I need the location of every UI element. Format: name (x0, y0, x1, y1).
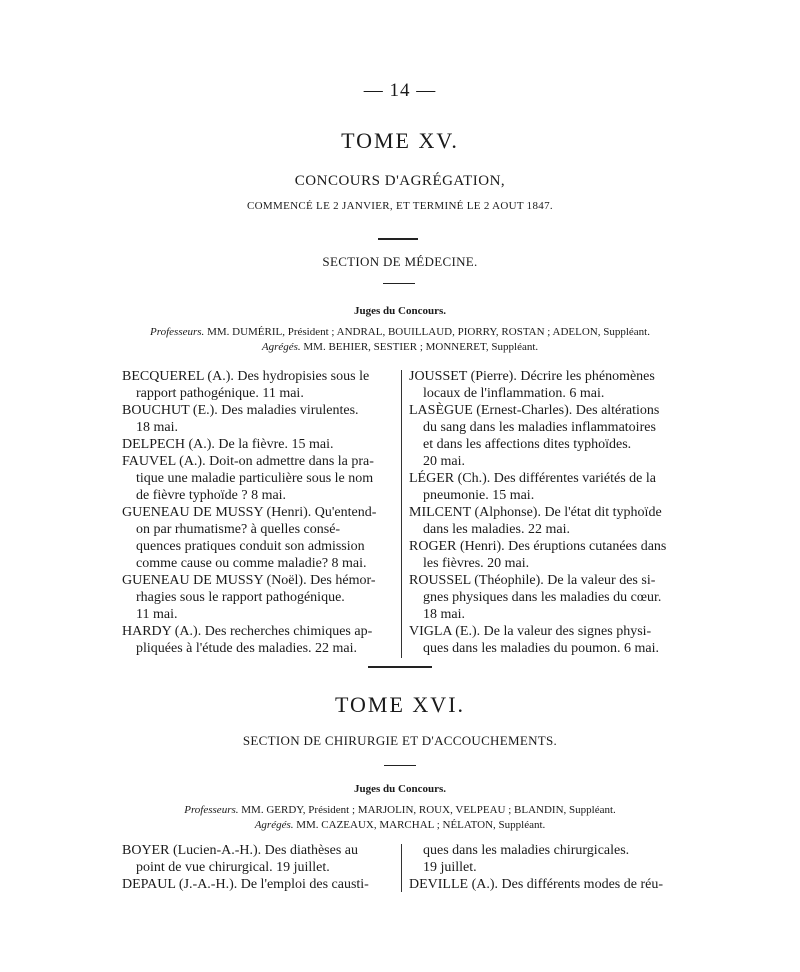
list-line: on par rhumatisme? à quelles consé- (136, 522, 341, 537)
concours-dates: COMMENCÉ LE 2 JANVIER, ET TERMINÉ LE 2 AOUT 1847. (247, 200, 553, 212)
section-divider (368, 666, 432, 668)
agreges-names: MM. CAZEAUX, MARCHAL ; NÉLATON, Suppléant. (296, 819, 546, 831)
chirurgie-left-column (122, 842, 369, 893)
list-line: MILCENT (Alphonse). De l'état dit typhoïde (409, 505, 662, 520)
professeurs-line-2 (0, 804, 800, 816)
list-line: ROUSSEL (Théophile). De la valeur des si- (409, 573, 656, 588)
list-line: GUENEAU DE MUSSY (Noël). Des hémor- (122, 573, 376, 588)
professeurs-label: Professeurs. (150, 326, 205, 338)
list-line: 19 juillet. (423, 860, 477, 875)
list-line: LASÈGUE (Ernest-Charles). Des altérations (409, 403, 660, 418)
list-line: locaux de l'inflammation. 6 mai. (423, 386, 605, 401)
list-line: pliquées à l'étude des maladies. 22 mai. (136, 641, 358, 656)
list-line: BECQUEREL (A.). Des hydropisies sous le (122, 369, 370, 384)
list-line: les fièvres. 20 mai. (423, 556, 530, 571)
agreges-label: Agrégés. (261, 341, 301, 353)
agreges-names: MM. BEHIER, SESTIER ; MONNERET, Suppléant. (303, 341, 539, 353)
divider (384, 765, 416, 766)
list-line: 11 mai. (136, 607, 178, 622)
list-line: ques dans les maladies du poumon. 6 mai. (423, 641, 660, 656)
list-line: 18 mai. (423, 607, 465, 622)
list-line: dans les maladies. 22 mai. (423, 522, 570, 537)
list-line: HARDY (A.). Des recherches chimiques ap- (122, 624, 373, 639)
divider (383, 283, 415, 284)
chirurgie-right-column (409, 842, 663, 893)
list-line: JOUSSET (Pierre). Décrire les phénomènes (409, 369, 655, 384)
list-line: tique une maladie particulière sous le nom (136, 471, 374, 486)
list-line: VIGLA (E.). De la valeur des signes physi- (409, 624, 652, 639)
list-line: quences pratiques conduit son admission (136, 539, 365, 554)
juges-heading-2: Juges du Concours. (354, 783, 446, 795)
tome-16-title: TOME XVI. (334, 692, 466, 717)
professeurs-names: MM. DUMÉRIL, Président ; ANDRAL, BOUILLAUD, PIORRY, ROSTAN ; ADELON, Suppléant. (207, 326, 650, 338)
list-line: ROGER (Henri). Des éruptions cutanées dans (409, 539, 667, 554)
professeurs-line (0, 326, 800, 338)
column-separator (401, 370, 402, 658)
list-line: DELPECH (A.). De la fièvre. 15 mai. (122, 437, 334, 452)
list-line: de fièvre typhoïde ? 8 mai. (136, 488, 287, 503)
list-line: du sang dans les maladies inflammatoires (423, 420, 656, 435)
list-line: GUENEAU DE MUSSY (Henri). Qu'entend- (122, 505, 377, 520)
agreges-line (0, 341, 800, 353)
list-line: 18 mai. (136, 420, 178, 435)
list-line: ques dans les maladies chirurgicales. (423, 843, 630, 858)
list-line: gnes physiques dans les maladies du cœur. (423, 590, 662, 605)
list-line: DEPAUL (J.-A.-H.). De l'emploi des causti- (122, 877, 369, 892)
juges-heading: Juges du Concours. (354, 305, 446, 317)
medecine-right-column (409, 368, 666, 657)
medecine-left-column (122, 368, 376, 657)
divider (378, 238, 418, 240)
list-line: rapport pathogénique. 11 mai. (136, 386, 304, 401)
list-line: et dans les affections dites typhoïdes. (423, 437, 632, 452)
tome-15-title: TOME XV. (341, 128, 459, 153)
list-line: DEVILLE (A.). Des différents modes de réu- (409, 877, 663, 892)
agreges-label: Agrégés. (254, 819, 294, 831)
list-line: BOYER (Lucien-A.-H.). Des diathèses au (122, 843, 358, 858)
professeurs-names: MM. GERDY, Président ; MARJOLIN, ROUX, VELPEAU ; BLANDIN, Suppléant. (241, 804, 616, 816)
column-separator (401, 844, 402, 892)
list-line: rhagies sous le rapport pathogénique. (136, 590, 345, 605)
concours-heading: CONCOURS D'AGRÉGATION, (294, 173, 506, 189)
list-line: BOUCHUT (E.). Des maladies virulentes. (122, 403, 359, 418)
professeurs-label: Professeurs. (184, 804, 239, 816)
page-number: — 14 — (363, 80, 437, 101)
list-line: 20 mai. (423, 454, 465, 469)
section-chirurgie-heading: SECTION DE CHIRURGIE ET D'ACCOUCHEMENTS. (242, 733, 558, 748)
list-line: comme cause ou comme maladie? 8 mai. (136, 556, 367, 571)
list-line: point de vue chirurgical. 19 juillet. (136, 860, 330, 875)
section-medecine-heading: SECTION DE MÉDECINE. (322, 254, 478, 269)
list-line: FAUVEL (A.). Doit-on admettre dans la pra- (122, 454, 374, 469)
list-line: pneumonie. 15 mai. (423, 488, 535, 503)
agreges-line-2 (0, 819, 800, 831)
list-line: LÉGER (Ch.). Des différentes variétés de la (409, 471, 656, 486)
